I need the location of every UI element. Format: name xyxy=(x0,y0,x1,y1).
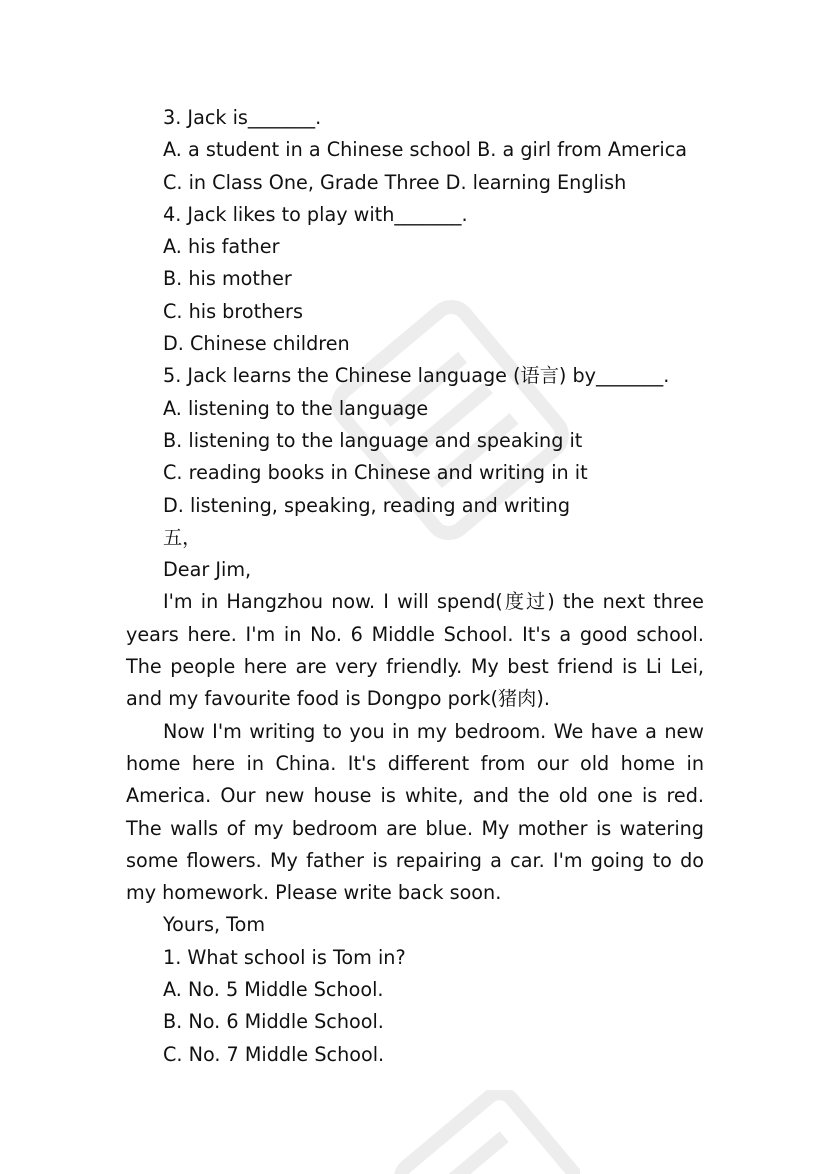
question-4-option-a: A. his father xyxy=(163,235,280,259)
question-4-option-b: B. his mother xyxy=(163,267,292,291)
question-5-option-b: B. listening to the language and speaking it xyxy=(163,428,583,452)
question-4: 4. Jack likes to play with_______. xyxy=(163,202,468,226)
reading-question-1: 1. What school is Tom in? xyxy=(163,945,406,969)
question-4-option-d: D. Chinese children xyxy=(163,332,350,356)
document-body xyxy=(126,102,704,1071)
section-heading: 五， xyxy=(163,525,202,549)
question-3-options-ab: A. a student in a Chinese school B. a girl from America xyxy=(163,138,688,162)
question-3-options-cd: C. in Class One, Grade Three D. learning English xyxy=(163,170,627,194)
reading-question-1-option-a: A. No. 5 Middle School. xyxy=(163,978,384,1002)
letter-paragraph-1: I'm in Hangzhou now. I will spend(度过) the next three years here. I'm in No. 6 Middle School. It's a good school. The people here are very friendly. My best friend is Li Lei, and my favourite food is Dongpo pork(猪肉). xyxy=(126,590,704,711)
reading-question-1-option-c: C. No. 7 Middle School. xyxy=(163,1042,385,1066)
letter-paragraph-2: Now I'm writing to you in my bedroom. We have a new home here in China. It's different from our old home in America. Our new house is white, and the old one is red. The walls of my bedroom are blue. My mother is watering some flowers. My father is repairing a car. I'm going to do my homework. Please write back soon. xyxy=(126,719,704,905)
letter-signature: Yours, Tom xyxy=(163,913,266,937)
question-5-option-c: C. reading books in Chinese and writing in it xyxy=(163,461,588,485)
question-3: 3. Jack is_______. xyxy=(163,106,322,129)
question-5-option-a: A. listening to the language xyxy=(163,396,429,420)
reading-question-1-option-b: B. No. 6 Middle School. xyxy=(163,1010,384,1034)
question-4-option-c: C. his brothers xyxy=(163,299,303,323)
watermark-stamp-icon xyxy=(380,1090,580,1174)
letter-greeting: Dear Jim, xyxy=(163,558,252,582)
question-5-option-d: D. listening, speaking, reading and writing xyxy=(163,493,570,517)
question-5: 5. Jack learns the Chinese language (语言) by_______. xyxy=(163,364,670,388)
